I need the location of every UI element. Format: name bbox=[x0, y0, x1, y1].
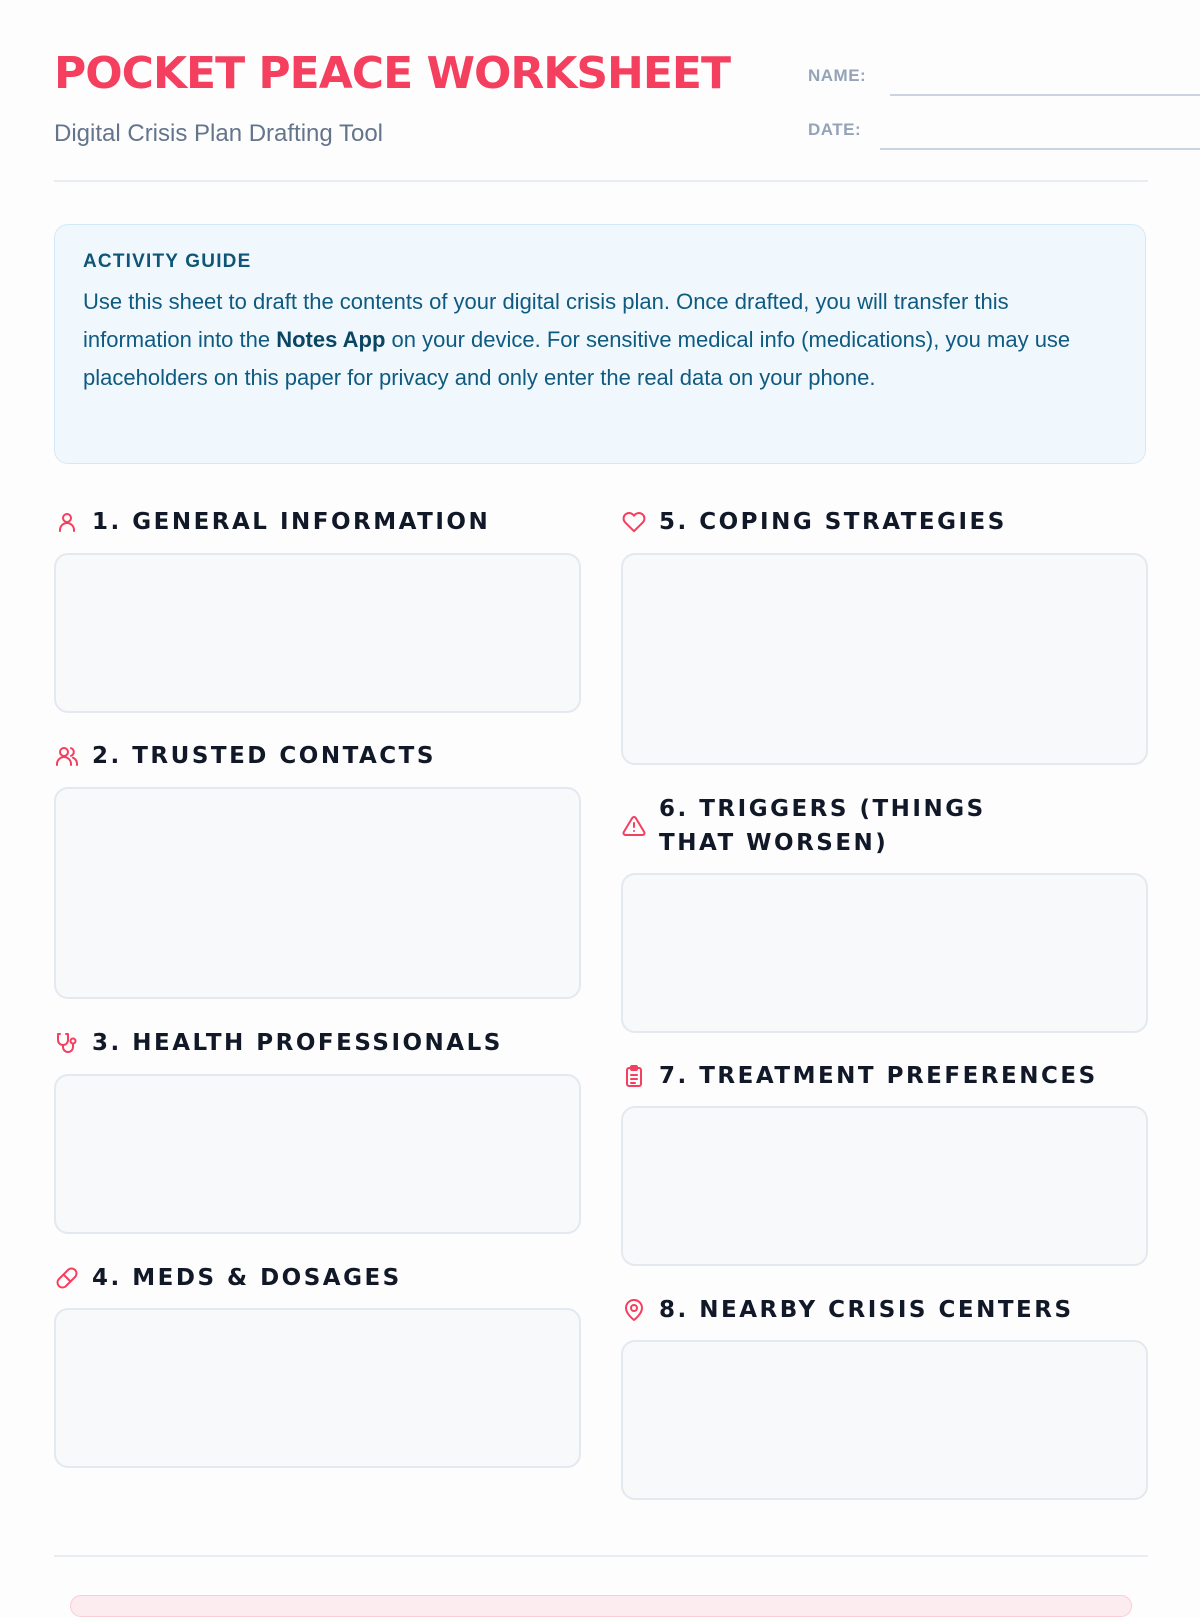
section-coping-strategies bbox=[621, 505, 1007, 539]
guide-text-end: on your device. For sensitive medical info (medications), you may use placeholders on this paper for privacy and only enter the real data on your phone. bbox=[83, 327, 1071, 390]
section-label: 6. TRIGGERS (THINGS THAT WORSEN) bbox=[659, 796, 986, 856]
footer-divider bbox=[54, 1555, 1148, 1557]
section-triggers bbox=[621, 792, 1148, 860]
section-health-professionals bbox=[54, 1026, 503, 1060]
users-icon bbox=[54, 743, 80, 769]
name-field[interactable] bbox=[890, 94, 1200, 96]
trusted-contacts-box[interactable] bbox=[54, 787, 581, 999]
guide-text-start: Use this sheet to draft the contents of your digital crisis plan. Once drafted, you will transfer this information into the bbox=[83, 289, 1009, 352]
treatment-preferences-box[interactable] bbox=[621, 1106, 1148, 1266]
stethoscope-icon bbox=[54, 1030, 80, 1056]
triggers-box[interactable] bbox=[621, 873, 1148, 1033]
user-icon bbox=[54, 509, 80, 535]
activity-guide bbox=[54, 224, 1146, 464]
section-trusted-contacts bbox=[54, 739, 436, 773]
heart-icon bbox=[621, 509, 647, 535]
section-general-information bbox=[54, 505, 490, 539]
warning-icon bbox=[621, 813, 647, 839]
activity-guide-title: ACTIVITY GUIDE bbox=[83, 251, 252, 272]
section-label: 1. GENERAL INFORMATION bbox=[92, 509, 491, 535]
general-information-box[interactable] bbox=[54, 553, 581, 713]
section-nearby-crisis-centers bbox=[621, 1293, 1074, 1327]
worksheet-title: POCKET PEACE WORKSHEET bbox=[54, 48, 731, 99]
clipboard-icon bbox=[621, 1063, 647, 1089]
section-label: 7. TREATMENT PREFERENCES bbox=[659, 1063, 1098, 1089]
coping-strategies-box[interactable] bbox=[621, 553, 1148, 765]
date-field[interactable] bbox=[880, 148, 1200, 150]
section-treatment-preferences bbox=[621, 1059, 1098, 1093]
section-label: 4. MEDS & DOSAGES bbox=[92, 1265, 402, 1291]
header-divider bbox=[54, 180, 1148, 182]
section-label: 5. COPING STRATEGIES bbox=[659, 509, 1007, 535]
name-label: NAME: bbox=[808, 66, 867, 85]
nearby-crisis-centers-box[interactable] bbox=[621, 1340, 1148, 1500]
section-label: 8. NEARBY CRISIS CENTERS bbox=[659, 1297, 1074, 1323]
footer-note-box bbox=[70, 1595, 1132, 1617]
pill-icon bbox=[54, 1265, 80, 1291]
section-meds-dosages bbox=[54, 1261, 402, 1295]
map-pin-icon bbox=[621, 1297, 647, 1323]
worksheet-subtitle: Digital Crisis Plan Drafting Tool bbox=[54, 120, 384, 147]
section-label: 2. TRUSTED CONTACTS bbox=[92, 743, 436, 769]
guide-text-notes-app: Notes App bbox=[276, 327, 386, 352]
date-label: DATE: bbox=[808, 120, 862, 139]
health-professionals-box[interactable] bbox=[54, 1074, 581, 1234]
activity-guide-text bbox=[83, 283, 1117, 397]
meds-dosages-box[interactable] bbox=[54, 1308, 581, 1468]
section-label: 3. HEALTH PROFESSIONALS bbox=[92, 1030, 503, 1056]
